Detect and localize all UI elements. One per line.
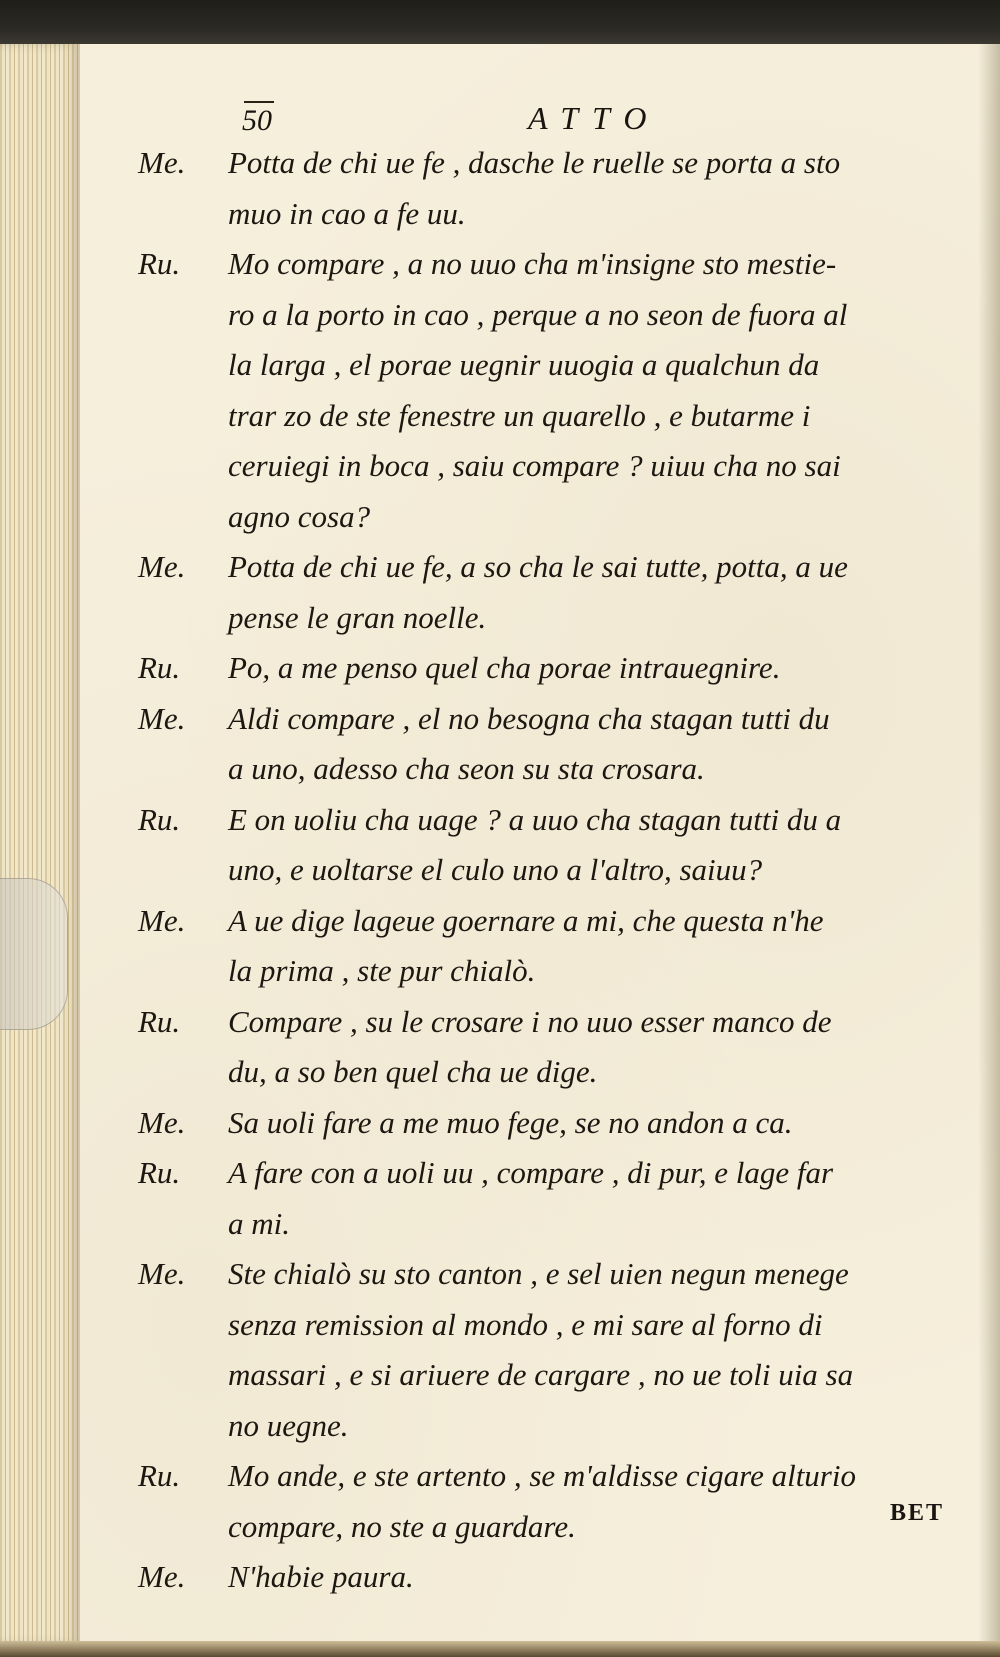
speech-line: ro a la porto in cao , perque a no seon de fuora al: [228, 296, 848, 332]
speaker-label: Ru.: [138, 801, 181, 837]
dialogue-line: [0, 441, 1000, 492]
speech-line: A fare con a uoli uu , compare , di pur, e lage far: [228, 1155, 834, 1190]
speaker-indent: [0, 290, 228, 341]
catchword: BET: [889, 1500, 944, 1526]
speech-line: ceruiegi in boca , saiu compare ? uiuu cha no sai: [228, 448, 841, 483]
speech-line: Mo compare , a no uuo cha m'insigne sto mestie-: [228, 246, 837, 281]
speaker-indent: [0, 593, 228, 644]
speech-text: [228, 542, 1000, 593]
speech-line: uno, e uoltarse el culo uno a l'altro, saiuu?: [228, 852, 763, 887]
dialogue-line: [0, 1148, 1000, 1199]
speech-line: E on uoliu cha uage ? a uuo cha stagan tutti du a: [228, 801, 842, 837]
speech-text: [228, 1552, 1000, 1603]
speech-text: [228, 340, 1000, 391]
dialogue-line: [0, 593, 1000, 644]
speech-text: [228, 694, 1000, 745]
dialogue-line: [0, 1300, 1000, 1351]
speech-line: a uno, adesso cha seon su sta crosara.: [228, 751, 705, 786]
speaker-indent: [0, 391, 228, 442]
dialogue-line: [0, 492, 1000, 543]
speaker-indent: [0, 1300, 228, 1351]
running-head: ATTO: [528, 100, 661, 136]
speaker-indent: [0, 744, 228, 795]
speech-line: Po, a me penso quel cha porae intrauegnire.: [228, 650, 781, 685]
speaker-indent: [0, 492, 228, 543]
dialogue-line: [0, 1098, 1000, 1149]
speech-line: Sa uoli fare a me muo fege, se no andon a ca.: [228, 1104, 793, 1140]
speech-line: no uegne.: [228, 1407, 349, 1443]
speech-text: [228, 492, 1000, 543]
speaker-label: Me.: [138, 1559, 186, 1594]
speech-line: a mi.: [228, 1205, 290, 1241]
speaker-label: Ru.: [138, 246, 181, 281]
speaker-indent: [0, 1401, 228, 1452]
dialogue-line: [0, 795, 1000, 846]
speech-text: [228, 1047, 1000, 1098]
speaker-label: Me.: [138, 902, 186, 938]
speech-text: [228, 1148, 1000, 1199]
dialogue-line: [0, 391, 1000, 442]
speech-text: [228, 1502, 1000, 1553]
speaker-indent: [0, 441, 228, 492]
speech-text: [228, 189, 1000, 240]
dialogue-line: [0, 1350, 1000, 1401]
speaker-label: Me.: [138, 549, 186, 584]
speech-line: pense le gran noelle.: [228, 599, 487, 635]
dialogue-line: [0, 845, 1000, 896]
dialogue-line: [0, 1552, 1000, 1603]
page-bottom-edge: [0, 1641, 1000, 1657]
speaker-indent: [0, 1047, 228, 1098]
speech-text: [228, 138, 1000, 189]
speech-text: [228, 391, 1000, 442]
dialogue-line: [0, 896, 1000, 947]
speech-text: [228, 643, 1000, 694]
speech-text: [228, 1300, 1000, 1351]
dialogue-line: [0, 1451, 1000, 1502]
speech-text: [228, 290, 1000, 341]
speaker-indent: [0, 845, 228, 896]
speaker-indent: [0, 1350, 228, 1401]
speech-text: [228, 1249, 1000, 1300]
speech-line: senza remission al mondo , e mi sare al forno di: [228, 1306, 823, 1342]
speaker-label: Me.: [138, 1104, 186, 1140]
speech-text: [228, 795, 1000, 846]
speaker-indent: [0, 1199, 228, 1250]
speech-line: Compare , su le crosare i no uuo esser manco de: [228, 1003, 832, 1039]
speech-text: [228, 1401, 1000, 1452]
speaker-label: Ru.: [138, 650, 181, 685]
speech-text: [228, 1350, 1000, 1401]
speech-line: N'habie paura.: [228, 1559, 414, 1594]
dialogue-line: [0, 1401, 1000, 1452]
speech-line: muo in cao a fe uu.: [228, 195, 466, 231]
speech-text: [228, 744, 1000, 795]
speech-line: trar zo de ste fenestre un quarello , e butarme i: [228, 397, 811, 433]
speech-line: du, a so ben quel cha ue dige.: [228, 1054, 598, 1089]
dialogue-line: [0, 1249, 1000, 1300]
speech-text: [228, 1098, 1000, 1149]
speech-line: la prima , ste pur chialò.: [228, 953, 536, 988]
dialogue-line: [0, 290, 1000, 341]
speech-text: [228, 1199, 1000, 1250]
dialogue-line: [0, 1502, 1000, 1553]
dialogue-text: [0, 138, 1000, 1603]
speaker-label: Me.: [138, 145, 186, 180]
speech-text: [228, 946, 1000, 997]
speaker-label: Me.: [138, 700, 186, 736]
speech-line: la larga , el porae uegnir uuogia a qualchun da: [228, 347, 820, 382]
speech-text: [228, 896, 1000, 947]
speaker-indent: [0, 1502, 228, 1553]
dialogue-line: [0, 340, 1000, 391]
speaker-label: Ru.: [138, 1458, 181, 1493]
dialogue-line: [0, 997, 1000, 1048]
dialogue-line: [0, 1047, 1000, 1098]
dialogue-line: [0, 542, 1000, 593]
speech-text: [228, 997, 1000, 1048]
speaker-indent: [0, 189, 228, 240]
speech-text: [228, 441, 1000, 492]
dialogue-line: [0, 239, 1000, 290]
dialogue-line: [0, 189, 1000, 240]
page-number: 50: [242, 104, 272, 137]
speech-line: massari , e si ariuere de cargare , no ue toli uia sa: [228, 1357, 854, 1392]
dialogue-line: [0, 946, 1000, 997]
speech-text: [228, 239, 1000, 290]
speaker-indent: [0, 340, 228, 391]
speech-line: A ue dige lageue goernare a mi, che questa n'he: [228, 902, 824, 938]
speech-line: Potta de chi ue fe , dasche le ruelle se porta a sto: [228, 145, 841, 180]
dialogue-line: [0, 744, 1000, 795]
dialogue-line: [0, 643, 1000, 694]
speech-line: Potta de chi ue fe, a so cha le sai tutte, potta, a ue: [228, 549, 848, 584]
speech-text: [228, 593, 1000, 644]
speaker-label: Ru.: [138, 1003, 181, 1039]
dialogue-line: [0, 694, 1000, 745]
speech-line: Aldi compare , el no besogna cha stagan tutti du: [228, 700, 830, 736]
speech-text: [228, 1451, 1000, 1502]
speaker-indent: [0, 946, 228, 997]
speaker-label: Ru.: [138, 1155, 181, 1190]
speaker-label: Me.: [138, 1256, 186, 1291]
speech-line: Ste chialò su sto canton , e sel uien negun menege: [228, 1256, 849, 1291]
dialogue-line: [0, 1199, 1000, 1250]
dialogue-line: [0, 138, 1000, 189]
speech-text: [228, 845, 1000, 896]
speech-line: compare, no ste a guardare.: [228, 1508, 576, 1544]
speech-line: agno cosa?: [228, 498, 371, 534]
speech-line: Mo ande, e ste artento , se m'aldisse cigare alturio: [228, 1458, 856, 1493]
